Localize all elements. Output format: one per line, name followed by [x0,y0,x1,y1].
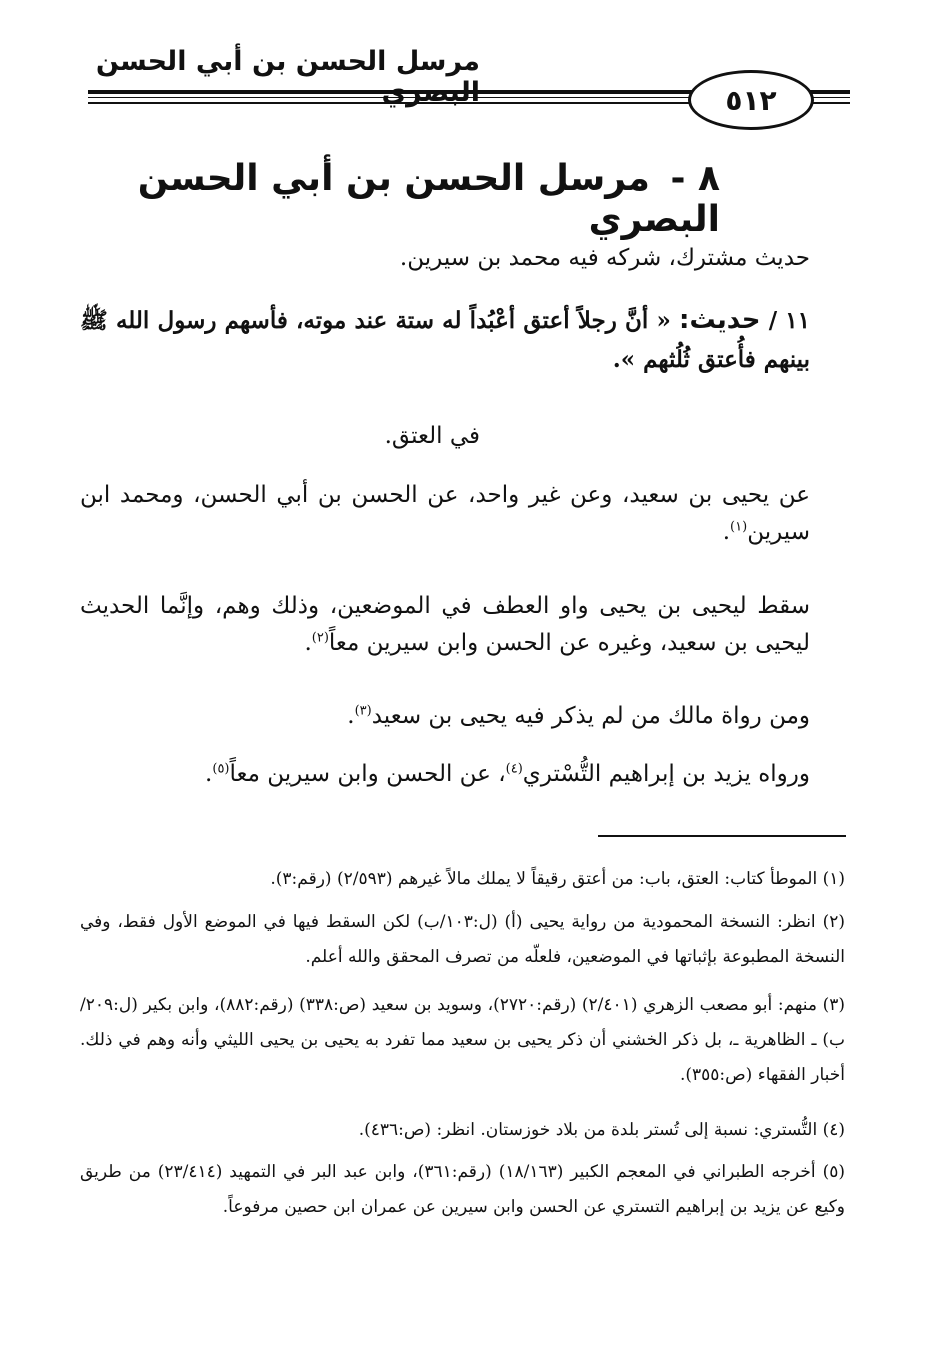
footnote-4: (٤) التُّستري: نسبة إلى تُستر بلدة من بلاد خوزستان. انظر: (ص:٤٣٦). [358,1120,845,1140]
narrators-paragraph: ومن رواة مالك من لم يذكر فيه يحيى بن سعيد$^{(٣)}$. [347,703,810,729]
hadith-number: ١١ / [768,307,810,334]
chapter-heading [120,158,720,240]
note-paragraph: سقط ليحيى بن يحيى واو العطف في الموضعين، وذلك وهم، وإنَّما الحديث ليحيى بن سعيد، وغيره عن الحسن وابن سيرين معاً$^{(٢)}$. [80,593,810,656]
footnote-ref-2: (٢) [311,630,329,646]
footnote-ref-3: (٣) [354,703,372,719]
page-number: ٥١٢ [725,83,777,117]
variant-text-b: ، عن الحسن وابن سيرين معاً [229,761,506,787]
footnote-ref-1: (١) [730,519,748,535]
page-number-badge [688,70,814,130]
footnote-1: (١) الموطأ كتاب: العتق، باب: من أعتق رقيقاً لا يملك مالاً غيرهم (٢/٥٩٣) (رقم:٣). [270,869,845,889]
hadith-label: حديث: [679,305,761,335]
footnote-ref-4: (٤) [505,761,523,777]
intro-paragraph [80,240,810,277]
hadith-text: « أنَّ رجلاً أعتق أعْبُداً له ستة عند موته، فأسهم رسول الله ﷺ بينهم فأُعتق ثُلُثهم ». [80,307,810,373]
section-text: في العتق. [384,423,480,449]
footnote-5: (٥) أخرجه الطبراني في المعجم الكبير (١٨/١٦٣) (رقم:٣٦١)، وابن عبد البر في التمهيد (٢٣/٤١٤) من طريق وكيع عن يزيد بن إبراهيم التستري عن الحسن وابن سيرين عن عمران ابن حصين مرفوعاً. [80,1162,846,1217]
narrators-text: ومن رواة مالك من لم يذكر فيه يحيى بن سعيد [371,703,810,729]
footnote-ref-5: (٥) [212,761,230,777]
chapter-number: ٨ - [670,158,720,199]
intro-text: حديث مشترك، شركه فيه محمد بن سيرين. [399,245,810,271]
section-paragraph [380,418,480,455]
running-header-title: مرسل الحسن بن أبي الحسن [95,46,480,77]
chain-paragraph: عن يحيى بن سعيد، وعن غير واحد، عن الحسن بن أبي الحسن، ومحمد ابن سيرين$^{(١)}$. [80,482,810,545]
variant-paragraph: ورواه يزيد بن إبراهيم التُّسْتري$^{(٤)}$، عن الحسن وابن سيرين معاً$^{(٥)}$. [205,761,810,787]
variant-text-a: ورواه يزيد بن إبراهيم التُّسْتري [522,761,810,787]
note-text: سقط ليحيى بن يحيى واو العطف في الموضعين، وذلك وهم، وإنَّما الحديث ليحيى بن سعيد، وغيره عن الحسن وابن سيرين معاً [80,593,810,656]
hadith-paragraph [80,300,810,378]
footnote-3: (٣) منهم: أبو مصعب الزهري (٢/٤٠١) (رقم:٢٧٢٠)، وسويد بن سعيد (ص:٣٣٨) (رقم:٨٨٢)، وابن بكير (ل:٢٠٩/ب) ـ الظاهرية ـ، بل ذكر الخشني أن ذكر يحيى بن سعيد مما تفرد به يحيى بن يحيى الليثي وأنه وهم في ذلك. أخبار الفقهاء (ص:٣٥٥). [80,995,845,1085]
chapter-title: مرسل الحسن بن أبي الحسن البصري [137,158,720,240]
footnote-separator [598,835,846,837]
footnote-2: (٢) انظر: النسخة المحمودية من رواية يحيى (أ) (ل:١٠٣/ب) لكن السقط فيها في الموضع الأول فقط، وفي النسخة المطبوعة بإثباتها في الموضعين، فلعلّه من تصرف المحقق والله أعلم. [80,912,845,967]
chain-text: عن يحيى بن سعيد، وعن غير واحد، عن الحسن بن أبي الحسن، ومحمد ابن سيرين [80,482,810,545]
